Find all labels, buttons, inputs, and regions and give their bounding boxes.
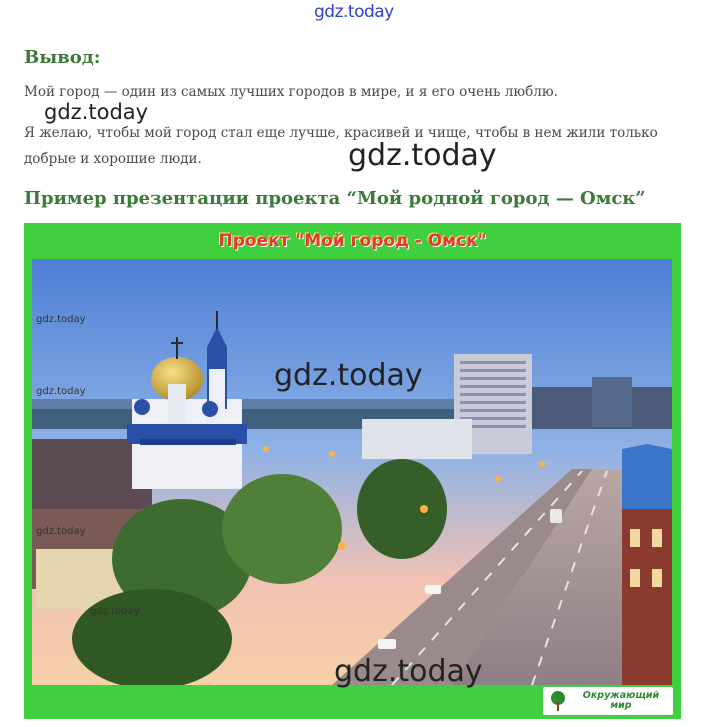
watermark-text-5: gdz.today	[36, 314, 86, 325]
tree-icon	[547, 690, 569, 712]
brand-text: Окружающий мир	[582, 690, 660, 711]
watermark-text-2: gdz.today	[348, 138, 497, 173]
conclusion-paragraph-2: Я желаю, чтобы мой город стал еще лучше, красивей и чище, чтобы в нем жили только добрые и хорошие люди.	[24, 125, 658, 167]
watermark-text-7: gdz.today	[36, 526, 86, 537]
watermark-text-4: gdz.today	[334, 654, 483, 689]
city-photo	[32, 259, 672, 685]
presentation-slide	[24, 223, 681, 719]
conclusion-heading: Вывод:	[24, 47, 101, 68]
watermark-text-3: gdz.today	[274, 358, 423, 393]
watermark-text-8: gdz.today	[90, 606, 140, 617]
conclusion-paragraph-1: Мой город — один из самых лучших городов в мире, и я его очень люблю.	[24, 84, 558, 100]
watermark-text-6: gdz.today	[36, 386, 86, 397]
omsk-city-illustration	[32, 259, 672, 685]
watermark-text-1: gdz.today	[44, 100, 149, 124]
example-heading: Пример презентации проекта “Мой родной город — Омск”	[24, 188, 646, 209]
watermark-top: gdz.today	[314, 2, 394, 22]
brand-logo	[543, 687, 673, 715]
slide-title: Проект "Мой город - Омск"	[218, 231, 487, 251]
